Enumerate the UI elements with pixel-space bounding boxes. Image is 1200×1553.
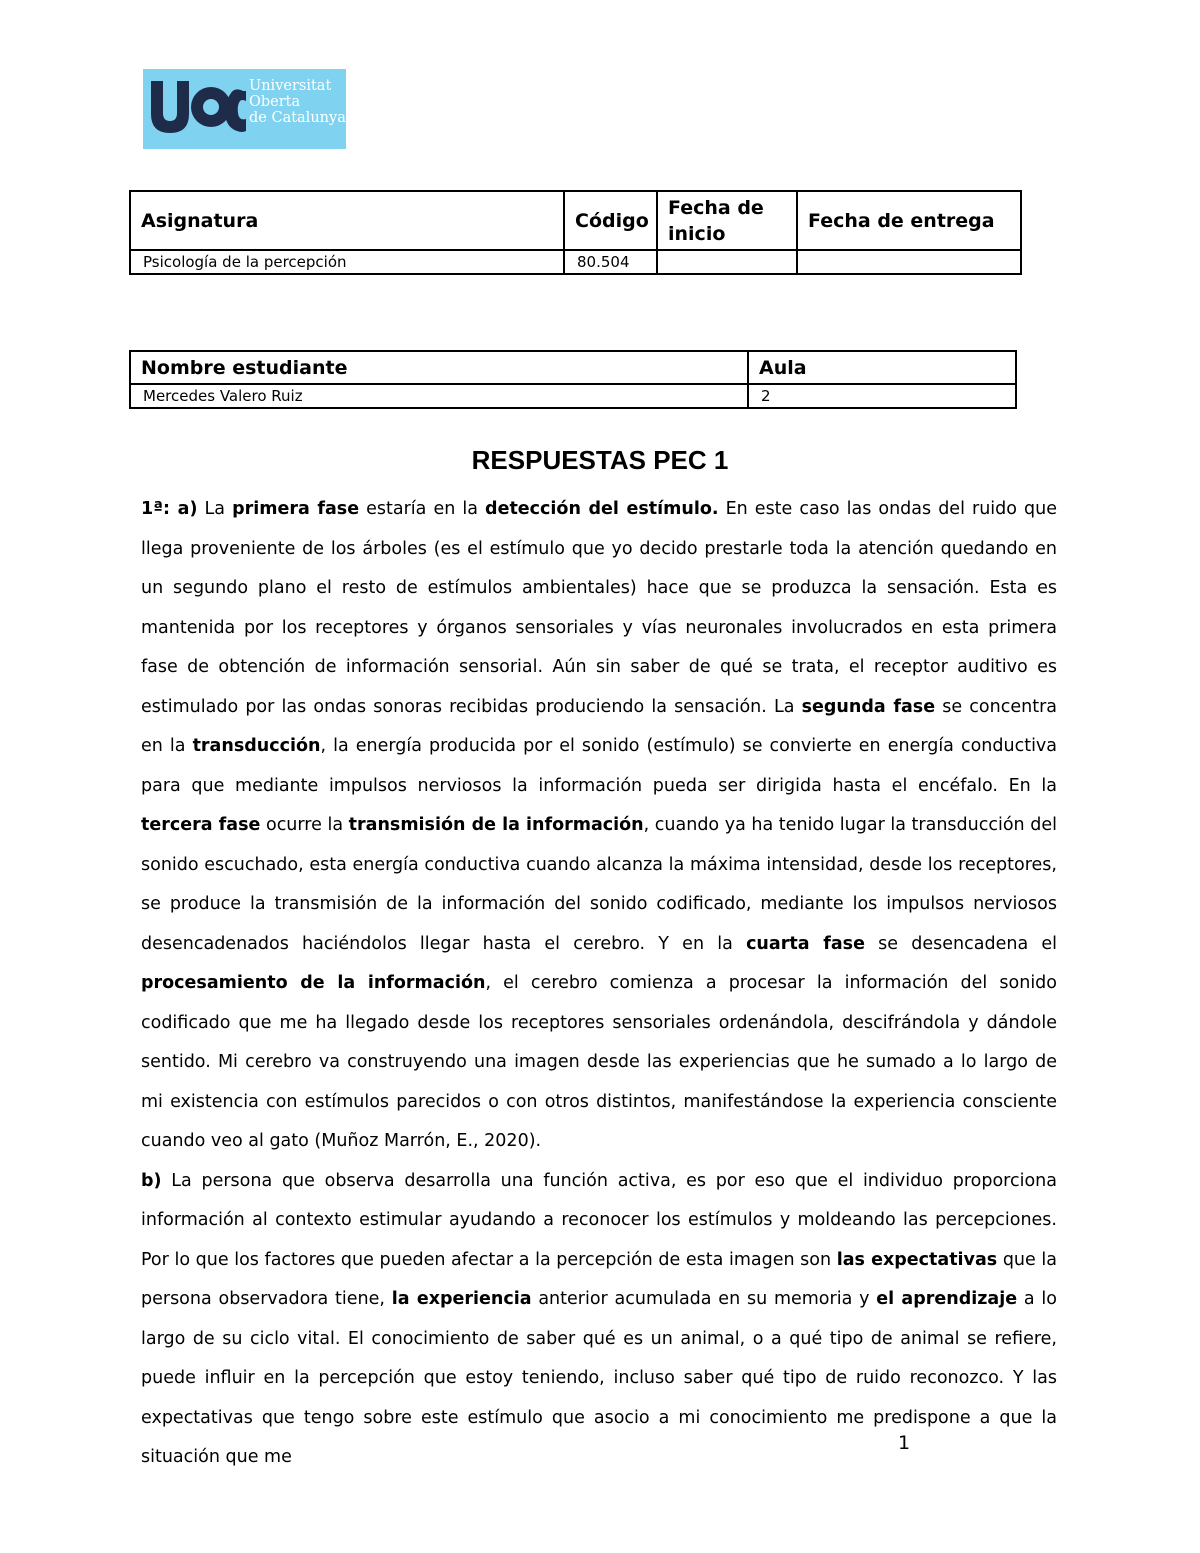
value-aula: 2 — [748, 384, 1016, 408]
student-table-value-row — [130, 384, 1016, 408]
answer-a-text-10: , la energía producida por el sonido (estímulo) se convierte en energía conductiva para que mediante impulsos nerviosos la información pueda ser dirigida hasta el encéfalo. En la — [141, 736, 1058, 796]
student-table-header-row — [130, 351, 1016, 384]
answer-b-text-6: anterior acumulada en su memoria y — [531, 1289, 877, 1309]
answer-b-paragraph — [141, 1162, 1057, 1478]
course-table-value-row — [130, 250, 1021, 274]
header-fecha-entrega: Fecha de entrega — [797, 191, 1021, 250]
answer-a-bold-3: primera fase — [232, 499, 360, 519]
answer-a-text-14: , cuando ya ha tenido lugar la transducción del sonido escuchado, esta energía conductiva cuando alcanza la máxima intensidad, desde los receptores, se produce la transmisión de la información del sonido codificado, mediante los impulsos nerviosos desencadenados haciéndolos llegar hasta el cerebro. Y en la — [141, 815, 1057, 954]
answer-b-text-2: La persona que observa desarrolla una función activa, es por eso que el individuo proporciona información al contexto estimular ayudando a reconocer los estímulos y moldeando las percepciones. Por lo que los factores que pueden afectar a la percepción de esta imagen son — [141, 1170, 1057, 1270]
answer-b-text-8: a lo largo de su ciclo vital. El conocimiento de saber qué es un animal, o a qué tipo de animal se refiere, puede influir en la percepción que estoy teniendo, incluso saber qué tipo de ruido reconozco. Y las expectativas que tengo sobre este estímulo que asocio a mi conocimiento me predispone a que la situación que me — [141, 1289, 1057, 1467]
header-fecha-inicio: Fecha de inicio — [657, 191, 797, 250]
answer-b-text-4: que la persona observadora tiene, — [141, 1249, 1057, 1309]
answer-a-bold-13: transmisión de la información — [348, 815, 644, 835]
logo-wordmark — [249, 78, 346, 126]
course-table — [129, 190, 1022, 275]
answer-a-text-2: La — [197, 499, 233, 519]
answer-a-text-16: se desencadena el — [864, 933, 1058, 954]
header-codigo: Código — [564, 191, 657, 250]
value-fecha-inicio — [657, 250, 797, 274]
answer-a-text-8: se concentra en la — [141, 696, 1057, 756]
answer-a-bold-15: cuarta fase — [746, 933, 865, 954]
answer-b-label: b) — [141, 1170, 162, 1191]
answer-a-bold-7: segunda fase — [801, 696, 936, 717]
answer-b-bold-7: el aprendizaje — [876, 1289, 1018, 1309]
value-codigo: 80.504 — [564, 250, 657, 274]
answer-a-bold-5: detección del estímulo. — [485, 499, 719, 519]
answer-b-bold-5: la experiencia — [391, 1289, 532, 1309]
answer-a-paragraph — [141, 490, 1057, 1162]
answer-a-bold-11: tercera fase — [141, 815, 261, 835]
page-number: 1 — [898, 1432, 911, 1454]
header-aula: Aula — [748, 351, 1016, 384]
value-nombre-estudiante: Mercedes Valero Ruiz — [130, 384, 748, 408]
uoc-logo — [143, 69, 346, 149]
answer-a-label: 1ª: a) — [141, 499, 198, 519]
answer-a-text-12: ocurre la — [260, 815, 349, 835]
answer-a-text-18: , el cerebro comienza a procesar la información del sonido codificado que me ha llegado desde los receptores sensoriales ordenándola, descifrándola y dándole sentido. Mi cerebro va construyendo una imagen desde las experiencias que he sumado a lo largo de mi existencia con estímulos parecidos o con otros distintos, manifestándose la experiencia consciente cuando veo al gato (Muñoz Marrón, E., 2020). — [141, 973, 1057, 1151]
logo-line-1: Universitat — [249, 78, 332, 94]
value-asignatura: Psicología de la percepción — [130, 250, 564, 274]
student-table — [129, 350, 1017, 409]
course-table-header-row — [130, 191, 1021, 250]
uoc-logo-mark — [143, 69, 249, 149]
header-nombre-estudiante: Nombre estudiante — [130, 351, 748, 384]
header-asignatura: Asignatura — [130, 191, 564, 250]
answer-a-bold-17: procesamiento de la información — [141, 973, 486, 993]
answer-b-bold-3: las expectativas — [836, 1249, 998, 1270]
answer-a-bold-9: transducción — [192, 736, 321, 756]
logo-line-2: Oberta — [249, 94, 301, 110]
answer-a-text-4: estaría en la — [359, 499, 486, 519]
answer-a-text-6: En este caso las ondas del ruido que llega proveniente de los árboles (es el estímulo que yo decido prestarle toda la atención quedando en un segundo plano el resto de estímulos ambientales) hace que se produzca la sensación. Esta es mantenida por los receptores y órganos sensoriales y vías neuronales involucrados en esta primera fase de obtención de información sensorial. Aún sin saber de qué se trata, el receptor auditivo es estimulado por las ondas sonoras recibidas produciendo la sensación. La — [141, 499, 1058, 717]
value-fecha-entrega — [797, 250, 1021, 274]
page-title: RESPUESTAS PEC 1 — [471, 445, 729, 475]
answers-body — [141, 490, 1057, 1478]
logo-line-3: de Catalunya — [249, 110, 346, 126]
